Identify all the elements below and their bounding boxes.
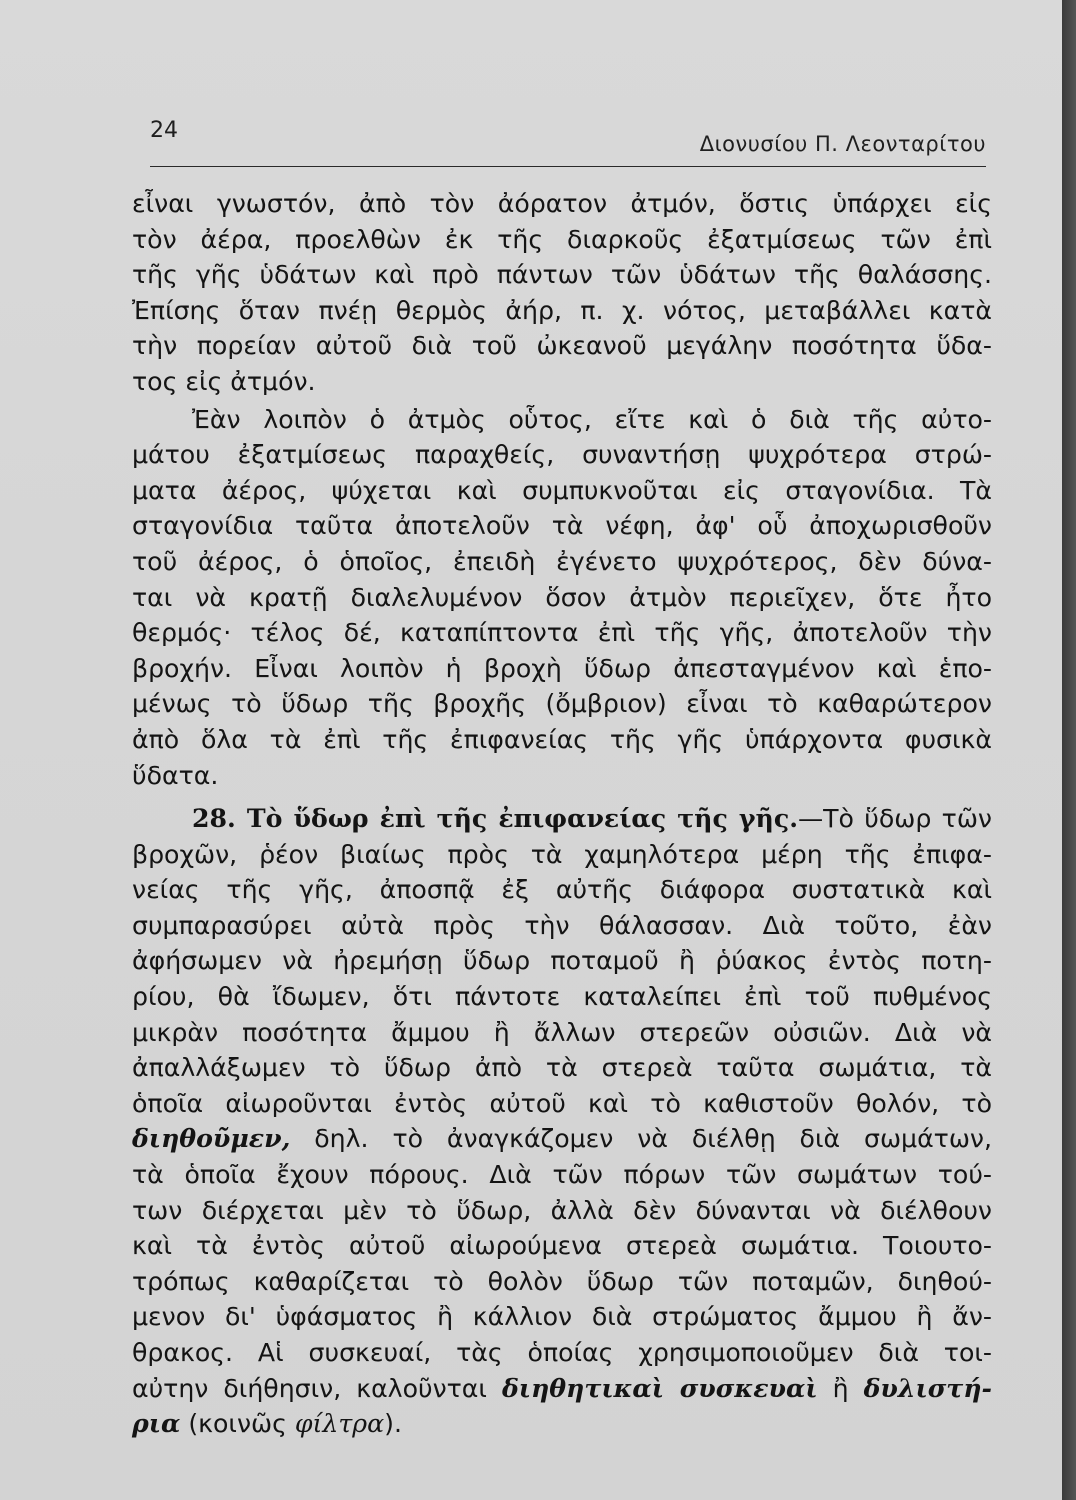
page-number: 24 <box>150 118 178 143</box>
text-line: θρακος. Αἱ συσκευαί, τὰς ὁποίας χρησιμοποιοῦμεν διὰ τοι- <box>132 1338 992 1367</box>
term-strainers-end: ρια <box>132 1408 181 1439</box>
text-line: ὁποῖα αἰωροῦνται ἐντὸς αὐτοῦ καὶ τὸ καθιστοῦν θολόν, τὸ <box>132 1088 992 1118</box>
paragraph-2 <box>132 402 992 794</box>
text-line: ματα ἀέρος, ψύχεται καὶ συμπυκνοῦται εἰς σταγονίδια. Τὰ <box>132 475 992 505</box>
text-line: βροχῶν, ῥέον βιαίως πρὸς τὰ χαμηλότερα μέρη τῆς ἐπιφα- <box>132 839 992 869</box>
text-fragment: ). <box>384 1409 402 1439</box>
paragraph-1 <box>132 186 992 400</box>
text-line: σταγονίδια ταῦτα ἀποτελοῦν τὰ νέφη, ἀφ' οὗ ἀποχωρισθοῦν <box>132 511 992 541</box>
text-line <box>132 1371 992 1407</box>
text-line: τῆς γῆς ὑδάτων καὶ πρὸ πάντων τῶν ὑδάτων τῆς θαλάσσης. <box>132 260 992 290</box>
text-line: εἶναι γνωστόν, ἀπὸ τὸν ἀόρατον ἀτμόν, ὅστις ὑπάρχει εἰς <box>132 189 992 218</box>
term-diithoumen: διηθοῦμεν, <box>132 1123 291 1154</box>
running-head: Διονυσίου Π. Λεονταρίτου <box>699 132 986 156</box>
text-line <box>132 1406 992 1442</box>
text-line: μενον δι' ὑφάσματος ἢ κάλλιον διὰ στρώματος ἄμμου ἢ ἄν- <box>132 1302 992 1332</box>
section-heading-rest: —Τὸ ὕδωρ τῶν <box>797 804 992 834</box>
text-line: νείας τῆς γῆς, ἀποσπᾷ ἐξ αὐτῆς διάφορα συστατικὰ καὶ <box>132 875 992 905</box>
text-line: των διέρχεται μὲν τὸ ὕδωρ, ἀλλὰ δὲν δύνανται νὰ διέλθουν <box>132 1195 992 1225</box>
page-body <box>132 186 992 1442</box>
text-fragment: αὐτην διήθησιν, καλοῦνται <box>132 1373 502 1403</box>
text-fragment: (κοινῶς <box>180 1409 295 1439</box>
text-line: τρόπως καθαρίζεται τὸ θολὸν ὕδωρ τῶν ποταμῶν, διηθού- <box>132 1266 992 1296</box>
text-line: ρίου, θὰ ἴδωμεν, ὅτι πάντοτε καταλείπει ἐπὶ τοῦ πυθμένος <box>132 982 992 1012</box>
text-line: Ἐπίσης ὅταν πνέῃ θερμὸς ἀήρ, π. χ. νότος, μεταβάλλει κατὰ <box>132 295 992 325</box>
term-strainers: δυλιστή- <box>863 1372 993 1403</box>
text-line: ἀπὸ ὅλα τὰ ἐπὶ τῆς ἐπιφανείας τῆς γῆς ὑπάρχοντα φυσικὰ <box>132 724 992 754</box>
text-line <box>132 1121 992 1157</box>
term-filter-devices: διηθητικαὶ συσκευαὶ <box>501 1372 818 1403</box>
page-header <box>150 118 986 167</box>
text-line: μένως τὸ ὕδωρ τῆς βροχῆς (ὄμβριον) εἶναι τὸ καθαρώτερον <box>132 689 992 719</box>
text-line: συμπαρασύρει αὐτὰ πρὸς τὴν θάλασσαν. Διὰ τοῦτο, ἐὰν <box>132 910 992 940</box>
text-fragment: ἢ <box>817 1373 864 1403</box>
text-line: τοῦ ἀέρος, ὁ ὁποῖος, ἐπειδὴ ἐγένετο ψυχρότερος, δὲν δύνα- <box>132 546 992 576</box>
text-line: τος εἰς ἀτμόν. <box>132 366 316 396</box>
text-line: μικρὰν ποσότητα ἄμμου ἢ ἄλλων στερεῶν οὐσιῶν. Διὰ νὰ <box>132 1017 992 1047</box>
text-line: ται νὰ κρατῇ διαλελυμένον ὅσον ἀτμὸν περιεῖχεν, ὅτε ἦτο <box>132 582 992 612</box>
book-spine-shadow <box>1062 0 1076 1500</box>
section-heading: 28. Τὸ ὕδωρ ἐπὶ τῆς ἐπιφανείας τῆς γῆς. <box>192 803 798 834</box>
text-line: ἀφήσωμεν νὰ ἠρεμήσῃ ὕδωρ ποταμοῦ ἢ ῥύακος ἐντὸς ποτη- <box>132 946 992 976</box>
section-heading-line <box>132 801 992 837</box>
text-line: τὸν ἀέρα, προελθὼν ἐκ τῆς διαρκοῦς ἐξατμίσεως τῶν ἐπὶ <box>132 224 992 254</box>
text-line: τὰ ὁποῖα ἔχουν πόρους. Διὰ τῶν πόρων τῶν σωμάτων τού- <box>132 1160 992 1190</box>
text-line: καὶ τὰ ἐντὸς αὐτοῦ αἰωρούμενα στερεὰ σωμάτια. Τοιουτο- <box>132 1231 992 1261</box>
text-line: βροχήν. Εἶναι λοιπὸν ἡ βροχὴ ὕδωρ ἀπεσταγμένον καὶ ἑπο- <box>132 653 992 683</box>
text-line: θερμός· τέλος δέ, καταπίπτοντα ἐπὶ τῆς γῆς, ἀποτελοῦν τὴν <box>132 618 992 648</box>
text-line: Ἐὰν λοιπὸν ὁ ἀτμὸς οὗτος, εἴτε καὶ ὁ διὰ τῆς αὐτο- <box>192 404 992 434</box>
section-28 <box>132 801 992 1442</box>
text-line: ἀπαλλάξωμεν τὸ ὕδωρ ἀπὸ τὰ στερεὰ ταῦτα σωμάτια, τὰ <box>132 1053 992 1083</box>
text-line: μάτου ἐξατμίσεως παραχθείς, συναντήσῃ ψυχρότερα στρώ- <box>132 440 992 470</box>
term-filters: φίλτρα <box>294 1409 385 1439</box>
text-line: τὴν πορείαν αὐτοῦ διὰ τοῦ ὠκεανοῦ μεγάλην ποσότητα ὕδα- <box>132 331 992 361</box>
text-fragment: δηλ. τὸ ἀναγκάζομεν νὰ διέλθῃ διὰ σωμάτων, <box>290 1124 992 1154</box>
text-line: ὕδατα. <box>132 760 219 790</box>
